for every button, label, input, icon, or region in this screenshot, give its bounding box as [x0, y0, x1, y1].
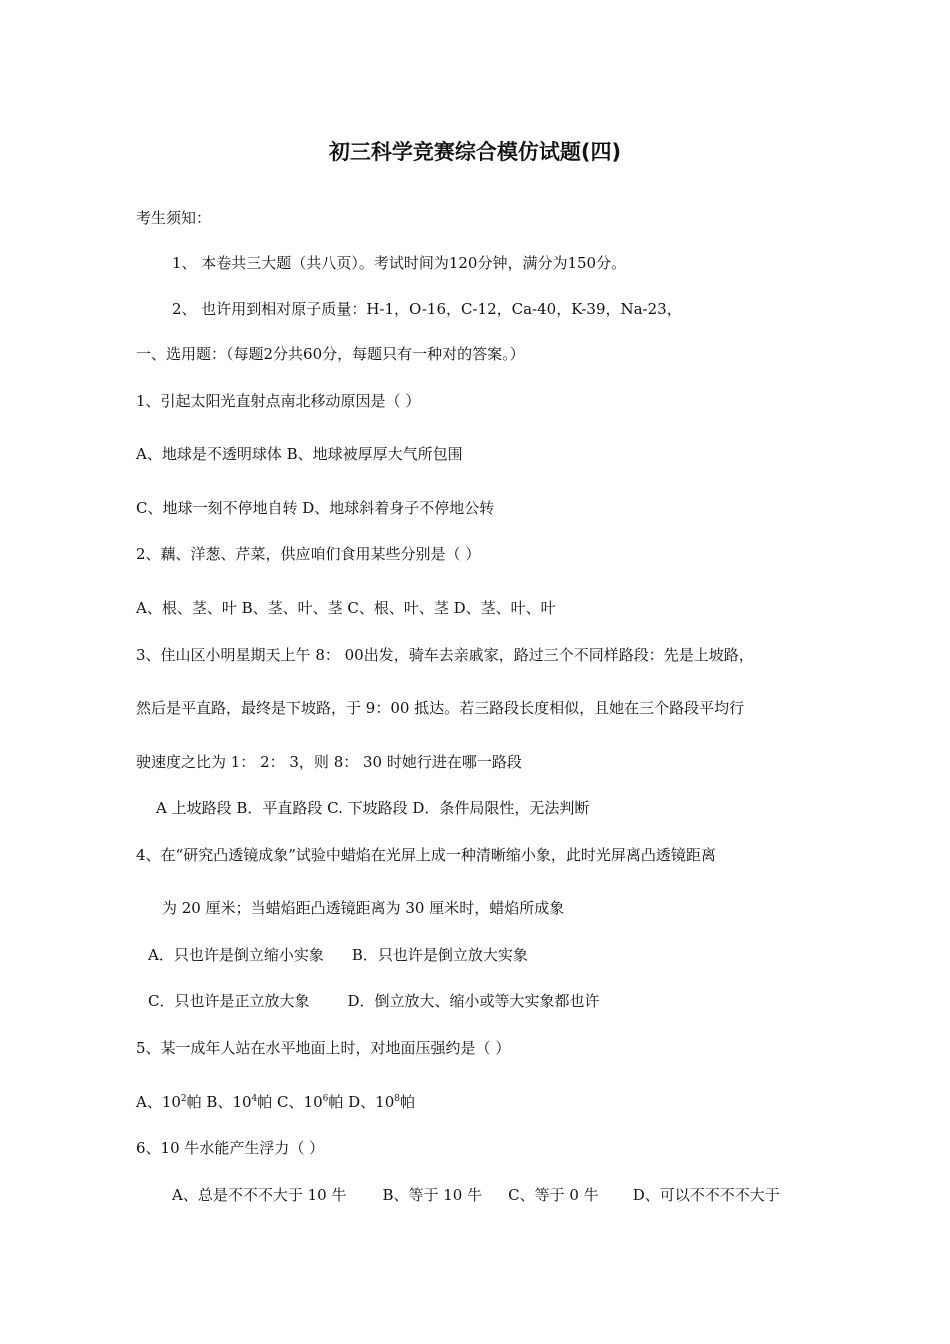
q6-option-b: B、等于 10 牛 — [382, 1186, 483, 1204]
q5-stem: 5、某一成年人站在水平地面上时，对地面压强约是（ ） — [136, 1039, 511, 1057]
notice-item-2: 2、 也许用到相对原子质量：H-1，O-16，C-12，Ca-40，K-39，Na-23， — [172, 300, 682, 318]
q4-line-2: 为 20 厘米；当蜡焰距凸透镜距离为 30 厘米时，蜡焰所成象 — [162, 899, 565, 917]
q5-option-b: 帕 B、10 — [186, 1093, 252, 1111]
q6-option-a: A、总是不不不大于 10 牛 — [172, 1186, 347, 1204]
q5-exponent-b: 4 — [251, 1094, 258, 1104]
notice-heading: 考生须知： — [136, 209, 212, 227]
q5-option-c: 帕 C、10 — [257, 1093, 323, 1111]
q1-options-ab: A、地球是不透明球体 B、地球被厚厚大气所包围 — [136, 445, 463, 463]
section-heading: 一、选用题：（每题2分共60分，每题只有一种对的答案。） — [136, 345, 525, 363]
q5-exponent-c: 6 — [322, 1094, 329, 1104]
q3-line-1: 3、住山区小明星期天上午 8： 00出发，骑车去亲戚家，路过三个不同样路段：先是上坡路， — [136, 646, 754, 664]
q4-option-d: D．倒立放大、缩小或等大实象都也许 — [347, 992, 600, 1010]
q6-options — [172, 1185, 780, 1205]
q6-stem: 6、10 牛水能产生浮力（ ） — [136, 1139, 325, 1157]
q3-options: A 上坡路段 B．平直路段 C. 下坡路段 D．条件局限性，无法判断 — [156, 799, 590, 817]
q2-stem: 2、藕、洋葱、芹菜，供应咱们食用某些分别是（ ） — [136, 545, 481, 563]
q1-options-cd: C、地球一刻不停地自转 D、地球斜着身子不停地公转 — [136, 499, 495, 517]
q6-option-d: D、可以不不不不大于 — [632, 1186, 780, 1204]
q5-options — [136, 1092, 415, 1112]
q1-stem: 1、引起太阳光直射点南北移动原因是（ ） — [136, 392, 421, 410]
q5-unit: 帕 — [399, 1093, 415, 1111]
q3-line-3: 驶速度之比为 1： 2： 3，则 8： 30 时她行进在哪一路段 — [136, 753, 522, 771]
q6-option-c: C、等于 0 牛 — [508, 1186, 599, 1204]
q4-options-cd — [148, 991, 600, 1011]
q5-option-a: A、10 — [136, 1093, 181, 1111]
q3-line-2: 然后是平直路，最终是下坡路，于 9：00 抵达。若三路段长度相似，且她在三个路段平均行 — [136, 699, 745, 717]
q5-exponent-d: 8 — [394, 1094, 400, 1104]
q4-option-b: B．只也许是倒立放大实象 — [351, 946, 528, 964]
q2-options: A、根、茎、叶 B、茎、叶、茎 C、根、叶、茎 D、茎、叶、叶 — [136, 599, 556, 617]
q4-option-c: C．只也许是正立放大象 — [148, 992, 310, 1010]
page-title: 初三科学竞赛综合模仿试题(四) — [328, 140, 622, 164]
q4-line-1: 4、在“研究凸透镜成象”试验中蜡焰在光屏上成一种清晰缩小象，此时光屏离凸透镜距离 — [136, 846, 716, 864]
q4-options-ab — [148, 945, 528, 965]
q5-exponent-a: 2 — [180, 1094, 187, 1104]
q5-option-d: 帕 D、10 — [328, 1093, 395, 1111]
notice-item-1: 1、 本卷共三大题（共八页）。考试时间为120分钟，满分为150分。 — [172, 254, 627, 272]
q4-option-a: A．只也许是倒立缩小实象 — [148, 946, 324, 964]
